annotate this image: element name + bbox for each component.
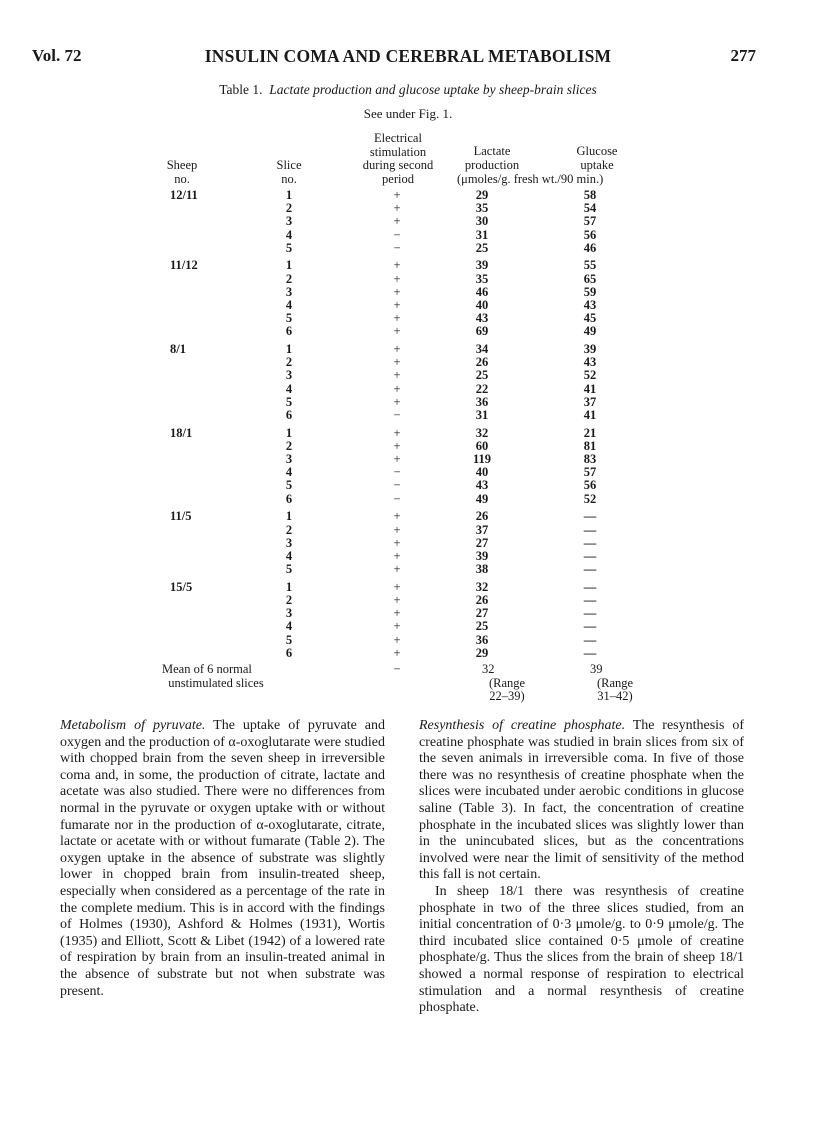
header-slice-no: Slice no. [276, 158, 302, 186]
body-column-right [419, 718, 744, 1017]
slice-no-cell: 2 [285, 438, 293, 453]
stimulation-cell: + [393, 324, 401, 339]
table-body [162, 188, 662, 659]
stimulation-cell: + [393, 311, 401, 326]
table-row [162, 395, 662, 408]
table-row [162, 478, 662, 491]
sheep-no-cell: 12/11 [170, 188, 198, 202]
table-row [162, 549, 662, 562]
glucose-cell: — [583, 509, 597, 524]
stimulation-cell: + [393, 271, 401, 286]
table-row [162, 562, 662, 575]
lactate-cell: 25 [475, 240, 489, 255]
slice-no-cell: 5 [285, 240, 293, 255]
glucose-cell: 58 [583, 188, 597, 202]
header-units: (μmoles/g. fresh wt./90 min.) [457, 172, 604, 186]
mean-lactate: 32 (Range 22–39) [482, 662, 526, 704]
sheep-no-cell: 8/1 [170, 342, 186, 357]
lactate-cell: 26 [475, 592, 489, 607]
table-row [162, 368, 662, 381]
table-header [162, 130, 662, 188]
slice-no-cell: 4 [285, 548, 293, 563]
lactate-cell: 27 [475, 535, 489, 550]
section-heading-creatine: Resynthesis of creatine phosphate. [419, 718, 626, 733]
lactate-cell: 38 [475, 562, 489, 577]
lactate-cell: 39 [475, 548, 489, 563]
header-stimulation: Electrical stimulation during second period [362, 131, 434, 186]
glucose-cell: 52 [583, 368, 597, 383]
lactate-cell: 40 [475, 465, 489, 480]
table-row [162, 258, 662, 271]
glucose-cell: 37 [583, 394, 597, 409]
table-subcaption: See under Fig. 1. [363, 106, 453, 121]
body-column-left [60, 718, 385, 1000]
table-row [162, 214, 662, 227]
glucose-cell: 81 [583, 438, 597, 453]
stimulation-cell: + [393, 645, 401, 660]
table-row [162, 272, 662, 285]
header-lactate-production: Lactate production [464, 144, 520, 172]
glucose-cell: — [583, 548, 597, 563]
slice-no-cell: 5 [285, 632, 293, 647]
stimulation-cell: + [393, 509, 401, 524]
stimulation-cell: + [393, 201, 401, 216]
glucose-cell: 46 [583, 240, 597, 255]
stimulation-cell: + [393, 258, 401, 273]
stimulation-cell: + [393, 214, 401, 229]
table-row [162, 311, 662, 324]
lactate-cell: 29 [475, 645, 489, 660]
section-heading-pyruvate: Metabolism of pyruvate. [60, 718, 206, 733]
running-head [32, 46, 784, 70]
stimulation-cell: + [393, 548, 401, 563]
stimulation-cell: − [393, 465, 401, 480]
lactate-cell: 32 [475, 425, 489, 440]
glucose-cell: 21 [583, 425, 597, 440]
stimulation-cell: − [393, 491, 401, 506]
slice-no-cell: 6 [285, 491, 293, 506]
lactate-cell: 35 [475, 201, 489, 216]
lactate-cell: 29 [475, 188, 489, 202]
stimulation-cell: + [393, 355, 401, 370]
table-row [162, 646, 662, 659]
lactate-cell: 32 [475, 579, 489, 594]
glucose-cell: 54 [583, 201, 597, 216]
header-sheep-no: Sheep no. [166, 158, 198, 186]
slice-no-cell: 6 [285, 408, 293, 422]
stimulation-cell: + [393, 452, 401, 467]
stimulation-cell: + [393, 188, 401, 202]
lactate-cell: 26 [475, 355, 489, 370]
lactate-cell: 49 [475, 491, 489, 506]
lactate-cell: 30 [475, 214, 489, 229]
sheep-no-cell: 18/1 [170, 425, 193, 440]
header-glucose-uptake: Glucose uptake [576, 144, 618, 172]
table-row [162, 188, 662, 201]
lactate-cell: 46 [475, 284, 489, 299]
table-row [162, 492, 662, 505]
stimulation-cell: + [393, 535, 401, 550]
lactate-cell: 37 [475, 522, 489, 537]
sheep-no-cell: 11/12 [170, 258, 198, 273]
table-title: Lactate production and glucose uptake by sheep-brain slices [269, 82, 597, 97]
slice-no-cell: 1 [285, 579, 293, 594]
stimulation-cell: + [393, 592, 401, 607]
stimulation-cell: + [393, 619, 401, 634]
volume-number: Vol. 72 [32, 46, 82, 65]
glucose-cell: — [583, 535, 597, 550]
mean-glucose: 39 (Range 31–42) [590, 662, 634, 704]
glucose-cell: 56 [583, 478, 597, 493]
table-row [162, 536, 662, 549]
slice-no-cell: 1 [285, 258, 293, 273]
glucose-cell: 57 [583, 214, 597, 229]
lactate-cell: 69 [475, 324, 489, 339]
lactate-cell: 43 [475, 478, 489, 493]
stimulation-cell: + [393, 284, 401, 299]
stimulation-cell: + [393, 522, 401, 537]
sheep-group [162, 342, 662, 421]
lactate-cell: 39 [475, 258, 489, 273]
slice-no-cell: 3 [285, 606, 293, 621]
slice-no-cell: 1 [285, 342, 293, 357]
slice-no-cell: 1 [285, 188, 293, 202]
table-row [162, 523, 662, 536]
slice-no-cell: 3 [285, 368, 293, 383]
slice-no-cell: 6 [285, 324, 293, 339]
glucose-cell: 59 [583, 284, 597, 299]
lactate-cell: 34 [475, 342, 489, 357]
table-row [162, 452, 662, 465]
stimulation-cell: − [393, 478, 401, 493]
sheep-group [162, 426, 662, 505]
lactate-cell: 60 [475, 438, 489, 453]
table-row [162, 606, 662, 619]
slice-no-cell: 1 [285, 425, 293, 440]
sheep-group [162, 258, 662, 337]
slice-no-cell: 2 [285, 592, 293, 607]
mean-stimulation: − [393, 662, 401, 677]
slice-no-cell: 5 [285, 311, 293, 326]
slice-no-cell: 4 [285, 465, 293, 480]
lactate-cell: 25 [475, 619, 489, 634]
slice-no-cell: 5 [285, 394, 293, 409]
running-title: INSULIN COMA AND CEREBRAL METABOLISM [204, 46, 612, 66]
stimulation-cell: + [393, 438, 401, 453]
slice-no-cell: 5 [285, 562, 293, 577]
stimulation-cell: + [393, 298, 401, 312]
slice-no-cell: 3 [285, 214, 293, 229]
glucose-cell: — [583, 579, 597, 594]
table-row [162, 324, 662, 337]
paragraph-pyruvate: Metabolism of pyruvate. The uptake of pyruvate and oxygen and the production of α-oxoglutarate were studied with chopped brain from the seven sheep in irreversible coma and, in some, the production of citrate, lactate and acetate was also studied. There were no differences from normal in the pyruvate or oxygen uptake with or without fumarate nor in the production of α-oxoglutarate, citrate, lactate or acetate with or without fumarate (Table 2). The oxygen uptake in the absence of substrate was slightly lower in chopped brain from insulin-treated sheep, especially when considered as a percentage of the rate in the complete medium. This is in accord with the findings of Holmes (1930), Ashford & Holmes (1931), Wortis (1935) and Elliott, Scott & Libet (1942) of a lowered rate of respiration by brain from an insulin-treated animal in the absence of substrate but not when substrate was present. [60, 718, 386, 999]
table-caption [0, 82, 816, 98]
glucose-cell: 43 [583, 298, 597, 312]
table-row [162, 201, 662, 214]
lactate-cell: 31 [475, 408, 489, 422]
sheep-no-cell: 15/5 [170, 579, 193, 594]
stimulation-cell: + [393, 606, 401, 621]
glucose-cell: — [583, 522, 597, 537]
lactate-cell: 25 [475, 368, 489, 383]
page-number: 277 [730, 46, 756, 65]
table-row [162, 298, 662, 311]
table-row [162, 228, 662, 241]
sheep-group [162, 509, 662, 575]
lactate-cell: 22 [475, 381, 489, 396]
stimulation-cell: + [393, 381, 401, 396]
glucose-cell: — [583, 592, 597, 607]
glucose-cell: 39 [583, 342, 597, 357]
lactate-cell: 35 [475, 271, 489, 286]
glucose-cell: 41 [583, 381, 597, 396]
table-row [162, 241, 662, 254]
data-table [162, 130, 662, 704]
table-row [162, 465, 662, 478]
mean-label: Mean of 6 normal unstimulated slices [162, 662, 264, 690]
sheep-group [162, 580, 662, 659]
sheep-no-cell: 11/5 [170, 509, 192, 524]
stimulation-cell: + [393, 632, 401, 647]
stimulation-cell: + [393, 579, 401, 594]
stimulation-cell: + [393, 425, 401, 440]
table-row [162, 509, 662, 522]
lactate-cell: 31 [475, 227, 489, 242]
stimulation-cell: − [393, 408, 401, 422]
slice-no-cell: 2 [285, 522, 293, 537]
table-row [162, 355, 662, 368]
slice-no-cell: 4 [285, 227, 293, 242]
glucose-cell: 65 [583, 271, 597, 286]
slice-no-cell: 5 [285, 478, 293, 493]
sheep-group [162, 188, 662, 254]
table-row [162, 439, 662, 452]
slice-no-cell: 1 [285, 509, 293, 524]
slice-no-cell: 3 [285, 284, 293, 299]
slice-no-cell: 6 [285, 645, 293, 660]
table-row [162, 593, 662, 606]
table-row [162, 426, 662, 439]
glucose-cell: — [583, 619, 597, 634]
slice-no-cell: 2 [285, 201, 293, 216]
stimulation-cell: − [393, 227, 401, 242]
table-row [162, 342, 662, 355]
glucose-cell: 52 [583, 491, 597, 506]
glucose-cell: — [583, 632, 597, 647]
stimulation-cell: + [393, 368, 401, 383]
table-row [162, 619, 662, 632]
stimulation-cell: + [393, 342, 401, 357]
table-row [162, 382, 662, 395]
glucose-cell: 57 [583, 465, 597, 480]
lactate-cell: 119 [472, 452, 492, 467]
glucose-cell: — [583, 645, 597, 660]
lactate-cell: 36 [475, 394, 489, 409]
paragraph-creatine: Resynthesis of creatine phosphate. The resynthesis of creatine phosphate was studied in brain slices from six of the seven animals in irreversible coma. In five of those there was no resynthesis of creatine phosphate when the slices were incubated under aerobic conditions in glucose saline (Table 3). In fact, the concentration of creatine phosphate in the incubated slices was slightly lower than in the unincubated slices, but as the concentrations involved were near the limit of sensitivity of the method this fall is not certain. [419, 718, 744, 883]
stimulation-cell: + [393, 394, 401, 409]
table-label: Table 1. [219, 82, 263, 97]
slice-no-cell: 2 [285, 271, 293, 286]
table-row [162, 285, 662, 298]
slice-no-cell: 4 [285, 619, 293, 634]
glucose-cell: 55 [583, 258, 597, 273]
slice-no-cell: 3 [285, 452, 293, 467]
table-row [162, 408, 662, 421]
glucose-cell: 49 [583, 324, 597, 339]
glucose-cell: — [583, 606, 597, 621]
glucose-cell: 43 [583, 355, 597, 370]
table-row [162, 633, 662, 646]
lactate-cell: 40 [475, 298, 489, 312]
slice-no-cell: 2 [285, 355, 293, 370]
lactate-cell: 26 [475, 509, 489, 524]
stimulation-cell: + [393, 562, 401, 577]
stimulation-cell: − [393, 240, 401, 255]
glucose-cell: 56 [583, 227, 597, 242]
glucose-cell: 45 [583, 311, 597, 326]
slice-no-cell: 4 [285, 381, 293, 396]
glucose-cell: 41 [583, 408, 597, 422]
lactate-cell: 27 [475, 606, 489, 621]
lactate-cell: 36 [475, 632, 489, 647]
table-row [162, 580, 662, 593]
mean-row [162, 662, 662, 704]
lactate-cell: 43 [475, 311, 489, 326]
paragraph-sheep-18-1: In sheep 18/1 there was resynthesis of creatine phosphate in two of the three slices studied, from an initial concentration of 0·3 μmole/g. to 0·9 μmole/g. The third incubated slice contained 0·5 μmole of creatine phosphate/g. Thus the slices from the brain of sheep 18/1 showed a normal response of respiration to electrical stimulation and a normal resynthesis of creatine phosphate. [419, 883, 744, 1016]
glucose-cell: — [583, 562, 597, 577]
glucose-cell: 83 [583, 452, 597, 467]
slice-no-cell: 3 [285, 535, 293, 550]
slice-no-cell: 4 [285, 298, 293, 312]
